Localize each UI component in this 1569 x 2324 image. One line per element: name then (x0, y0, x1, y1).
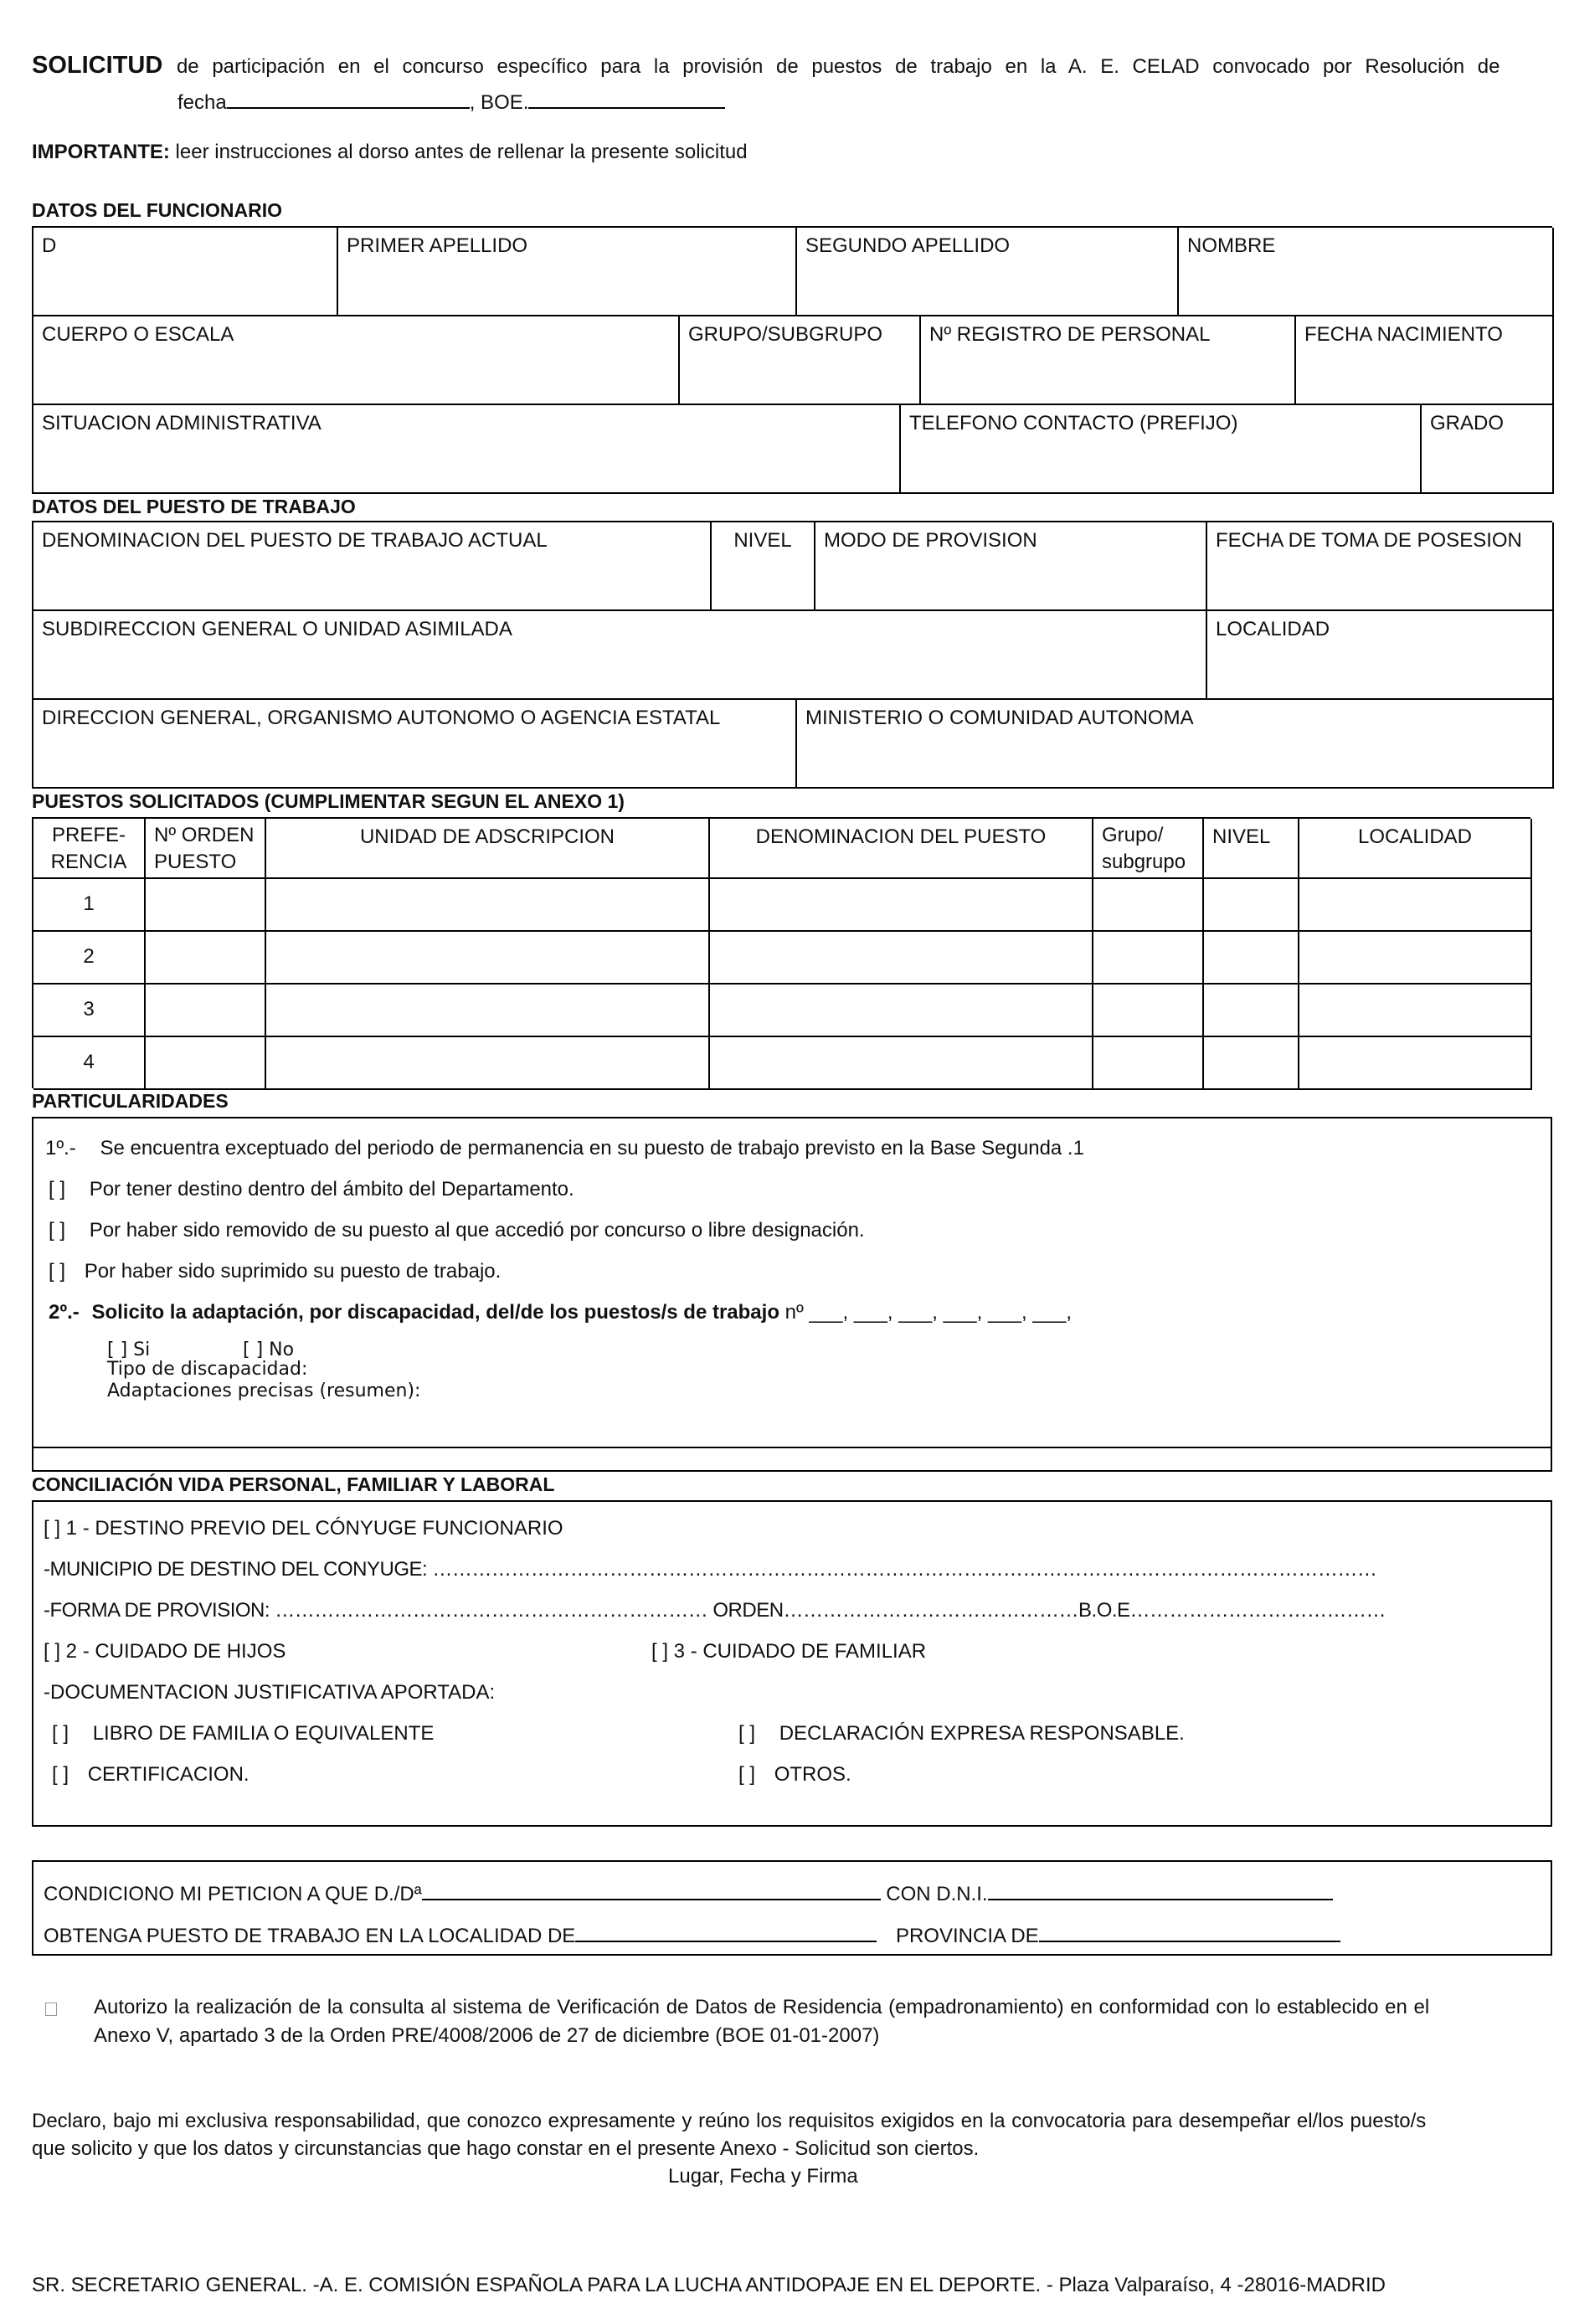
fecha-line (177, 85, 725, 115)
particularidad-removido-text: Por haber sido removido de su puesto al que accedió por concurso o libre designación. (89, 1219, 865, 1242)
row-preferencia-label: 3 (83, 998, 95, 1021)
field-fecha-nacimiento[interactable] (1296, 316, 1554, 405)
label-segundo-apellido: SEGUNDO APELLIDO (805, 234, 1011, 257)
particularidad-opt-destino[interactable] (49, 1178, 574, 1201)
doc-certificacion-text: CERTIFICACION. (87, 1763, 249, 1786)
doc-libro-familia-text: LIBRO DE FAMILIA O EQUIVALENTE (92, 1722, 435, 1745)
field-situacion[interactable] (33, 405, 901, 494)
header-preferencia-l1: PREFE- (51, 824, 126, 846)
field-nivel[interactable] (712, 522, 815, 611)
label-nivel: NIVEL (733, 529, 792, 552)
fecha-label: fecha (177, 91, 227, 114)
row-preferencia-label: 2 (83, 945, 95, 968)
checkbox-suprimido[interactable]: [ ] (49, 1260, 66, 1283)
row-preferencia (33, 1037, 146, 1090)
importante-text: leer instrucciones al dorso antes de rellenar la presente solicitud (169, 141, 748, 163)
particularidad-destino-text: Por tener destino dentro del ámbito del Departamento. (89, 1178, 574, 1201)
discapacidad-si[interactable] (107, 1339, 150, 1360)
row-unidad-input[interactable] (266, 932, 710, 985)
header-preferencia (33, 819, 146, 879)
row-denominacion-input[interactable] (710, 879, 1093, 932)
row-unidad-input[interactable] (266, 1037, 710, 1090)
row-nivel-input[interactable] (1204, 932, 1299, 985)
row-unidad-input[interactable] (266, 985, 710, 1037)
field-grado[interactable] (1422, 405, 1554, 494)
header-nivel (1204, 819, 1299, 879)
label-denominacion-actual: DENOMINACION DEL PUESTO DE TRABAJO ACTUAL (42, 529, 548, 552)
doc-otros-text: OTROS. (774, 1763, 851, 1786)
field-telefono[interactable] (901, 405, 1422, 494)
label-grado: GRADO (1430, 412, 1505, 434)
row-grupo-input[interactable] (1093, 985, 1204, 1037)
conciliacion-cuidado-familiar[interactable]: [ ] 3 - CUIDADO DE FAMILIAR (651, 1640, 927, 1663)
row-grupo-input[interactable] (1093, 1037, 1204, 1090)
label-cuerpo: CUERPO O ESCALA (42, 323, 234, 346)
condiciono-provincia-blank[interactable] (1039, 1919, 1340, 1942)
label-nombre: NOMBRE (1187, 234, 1276, 257)
particularidad-1 (45, 1137, 1084, 1160)
row-grupo-input[interactable] (1093, 879, 1204, 932)
importante-line (32, 141, 748, 164)
particularidad-suprimido-text: Por haber sido suprimido su puesto de trabajo. (84, 1260, 502, 1283)
declaro-line-1: Declaro, bajo mi exclusiva responsabilidad, que conozco expresamente y reúno los requisitos exigidos en la convocatoria para desempeñar el/los puesto/s (32, 2110, 1427, 2132)
header-grupo-l1: Grupo/ (1102, 824, 1164, 846)
field-direccion-general[interactable] (33, 700, 797, 789)
tipo-discapacidad[interactable]: Tipo de discapacidad: (107, 1359, 308, 1380)
doc-libro-familia[interactable] (52, 1722, 434, 1746)
section-datos-funcionario: DATOS DEL FUNCIONARIO (32, 199, 283, 221)
row-grupo-input[interactable] (1093, 932, 1204, 985)
condiciono-provincia-label: PROVINCIA DE (895, 1925, 1039, 1947)
row-preferencia-label: 4 (83, 1051, 95, 1073)
header-nivel-label: NIVEL (1212, 825, 1271, 848)
checkbox-otros[interactable]: [ ] (738, 1763, 756, 1786)
field-nombre[interactable] (1179, 228, 1554, 316)
checkbox-removido[interactable]: [ ] (49, 1219, 66, 1242)
label-direccion-general: DIRECCION GENERAL, ORGANISMO AUTONOMO O AGENCIA ESTATAL (42, 707, 721, 729)
doc-otros[interactable] (738, 1763, 851, 1787)
condiciono-dni-label: CON D.N.I. (880, 1883, 988, 1905)
header-orden (146, 819, 266, 879)
boe-blank[interactable] (528, 85, 725, 109)
checkbox-certificacion[interactable]: [ ] (52, 1763, 69, 1786)
datos-puesto-table (32, 521, 1552, 789)
label-grupo: GRUPO/SUBGRUPO (688, 323, 883, 346)
field-subdireccion[interactable] (33, 611, 1207, 700)
condiciono-localidad-blank[interactable] (575, 1919, 877, 1942)
conciliacion-municipio[interactable]: -MUNICIPIO DE DESTINO DEL CONYUGE: ……………………………………………………………………………………………………………………………… (44, 1558, 1377, 1581)
particularidad-1-text: Se encuentra exceptuado del periodo de permanencia en su puesto de trabajo previsto en la Base Segunda .1 (100, 1137, 1084, 1159)
field-grupo[interactable] (680, 316, 921, 405)
row-nivel-input[interactable] (1204, 985, 1299, 1037)
importante-label: IMPORTANTE: (32, 141, 170, 163)
row-orden-input[interactable] (146, 985, 266, 1037)
header-localidad-label: LOCALIDAD (1357, 825, 1473, 848)
row-orden-input[interactable] (146, 932, 266, 985)
form-title-text: de participación en el concurso específico para la provisión de puestos de trabajo en la A. E. CELAD convocado por Resolución de (176, 55, 1500, 78)
row-preferencia (33, 985, 146, 1037)
autorizo-checkbox[interactable] (45, 2003, 57, 2016)
section-conciliacion: CONCILIACIÓN VIDA PERSONAL, FAMILIAR Y LABORAL (32, 1473, 555, 1495)
field-ministerio[interactable] (797, 700, 1554, 789)
field-segundo-apellido[interactable] (797, 228, 1179, 316)
field-cuerpo[interactable] (33, 316, 680, 405)
doc-declaracion-text: DECLARACIÓN EXPRESA RESPONSABLE. (779, 1722, 1185, 1745)
form-title: SOLICITUD (32, 52, 163, 79)
section-datos-puesto: DATOS DEL PUESTO DE TRABAJO (32, 496, 356, 517)
particularidades-box (32, 1117, 1552, 1472)
conciliacion-forma-provision[interactable]: -FORMA DE PROVISION: ………………………………………………………… ORDEN………………………………………B.O.E………………………………… (44, 1599, 1386, 1622)
autorizo-line-2: Anexo V, apartado 3 de la Orden PRE/4008/2006 de 27 de diciembre (BOE 01-01-2007) (94, 2024, 880, 2047)
row-unidad-input[interactable] (266, 879, 710, 932)
table-row (33, 932, 1532, 985)
row-orden-input[interactable] (146, 1037, 266, 1090)
row-nivel-input[interactable] (1204, 879, 1299, 932)
particularidad-opt-removido[interactable] (49, 1219, 865, 1242)
puestos-table (32, 817, 1530, 1088)
condiciono-dni-blank[interactable] (988, 1877, 1333, 1900)
field-denominacion-actual[interactable] (33, 522, 712, 611)
row-localidad-input[interactable] (1299, 1037, 1532, 1090)
header-unidad (266, 819, 710, 879)
header-unidad-label: UNIDAD DE ADSCRIPCION (359, 825, 615, 848)
autorizo-line-1: Autorizo la realización de la consulta al sistema de Verificación de Datos de Residencia (empadronamiento) en conformidad con lo establecido en el (94, 1996, 1430, 2018)
label-ministerio: MINISTERIO O COMUNIDAD AUTONOMA (805, 707, 1194, 729)
label-primer-apellido: PRIMER APELLIDO (347, 234, 528, 257)
row-localidad-input[interactable] (1299, 985, 1532, 1037)
row-denominacion-input[interactable] (710, 985, 1093, 1037)
particularidad-2 (49, 1301, 1072, 1324)
label-fecha-toma: FECHA DE TOMA DE POSESION (1216, 529, 1522, 552)
table-row (33, 1037, 1532, 1090)
table-row (33, 879, 1532, 932)
header-grupo-l2: subgrupo (1102, 851, 1186, 873)
row-preferencia (33, 932, 146, 985)
label-fecha-nacimiento: FECHA NACIMIENTO (1304, 323, 1503, 346)
particularidad-opt-suprimido[interactable] (49, 1260, 501, 1283)
conciliacion-cuidado-hijos[interactable]: [ ] 2 - CUIDADO DE HIJOS (44, 1640, 286, 1663)
condiciono-localidad-label: OBTENGA PUESTO DE TRABAJO EN LA LOCALIDAD DE (44, 1925, 576, 1947)
row-localidad-input[interactable] (1299, 879, 1532, 932)
particularidad-2-puestos[interactable]: nº ___, ___, ___, ___, ___, ___, (779, 1301, 1073, 1324)
label-localidad: LOCALIDAD (1216, 618, 1330, 640)
conciliacion-documentacion: -DOCUMENTACION JUSTIFICATIVA APORTADA: (44, 1681, 496, 1704)
field-fecha-toma[interactable] (1207, 522, 1554, 611)
row-denominacion-input[interactable] (710, 1037, 1093, 1090)
particularidad-2-text: Solicito la adaptación, por discapacidad, del/de los puestos/s de trabajo (91, 1301, 779, 1324)
adaptaciones-precisas[interactable]: Adaptaciones precisas (resumen): (107, 1381, 421, 1401)
label-subdireccion: SUBDIRECCION GENERAL O UNIDAD ASIMILADA (42, 618, 512, 640)
particularidad-2-num: 2º.- (49, 1301, 80, 1324)
boe-label: , BOE. (469, 91, 529, 114)
label-d: D (42, 234, 57, 257)
condiciono-line-2 (44, 1919, 1340, 1948)
table-row (33, 985, 1532, 1037)
condiciono-line-1 (44, 1877, 1333, 1906)
field-registro[interactable] (921, 316, 1296, 405)
header-localidad (1299, 819, 1532, 879)
condiciono-label: CONDICIONO MI PETICION A QUE D./Dª (44, 1883, 422, 1905)
section-particularidades: PARTICULARIDADES (32, 1090, 229, 1112)
form-title-line (32, 52, 1539, 80)
doc-declaracion[interactable] (738, 1722, 1185, 1746)
label-modo-provision: MODO DE PROVISION (824, 529, 1037, 552)
header-orden-l2: PUESTO (154, 851, 237, 873)
field-primer-apellido[interactable] (338, 228, 797, 316)
label-telefono: TELEFONO CONTACTO (PREFIJO) (909, 412, 1238, 434)
row-orden-input[interactable] (146, 879, 266, 932)
checkbox-no[interactable]: [ ] No (243, 1339, 295, 1360)
lugar-fecha-firma[interactable]: Lugar, Fecha y Firma (668, 2165, 858, 2188)
declaro-line-2: que solicito y que los datos y circunstancias que hago constar en el presente Anexo - Solicitud son ciertos. (32, 2137, 980, 2160)
field-localidad[interactable] (1207, 611, 1554, 700)
header-denominacion-label: DENOMINACION DEL PUESTO (755, 825, 1047, 848)
datos-funcionario-table (32, 226, 1552, 494)
doc-certificacion[interactable] (52, 1763, 249, 1787)
checkbox-si[interactable]: [ ] Si (107, 1339, 151, 1360)
section-puestos-solicitados: PUESTOS SOLICITADOS (CUMPLIMENTAR SEGUN EL ANEXO 1) (32, 790, 625, 812)
discapacidad-no[interactable] (243, 1339, 294, 1360)
header-orden-l1: Nº ORDEN (154, 824, 255, 846)
particularidades-divider (33, 1447, 1551, 1448)
row-preferencia-label: 1 (83, 892, 95, 915)
conciliacion-conyuge[interactable]: [ ] 1 - DESTINO PREVIO DEL CÓNYUGE FUNCIONARIO (44, 1517, 563, 1540)
field-d[interactable] (33, 228, 338, 316)
footer-address: SR. SECRETARIO GENERAL. -A. E. COMISIÓN ESPAÑOLA PARA LA LUCHA ANTIDOPAJE EN EL DEPORTE. - Plaza Valparaíso, 4 -28016-MADRID (32, 2274, 1386, 2296)
row-nivel-input[interactable] (1204, 1037, 1299, 1090)
header-preferencia-l2: RENCIA (50, 851, 127, 873)
checkbox-libro-familia[interactable]: [ ] (52, 1722, 69, 1745)
condiciono-nombre-blank[interactable] (422, 1877, 881, 1900)
checkbox-destino[interactable]: [ ] (49, 1178, 66, 1201)
header-denominacion (710, 819, 1093, 879)
header-grupo (1093, 819, 1204, 879)
label-registro: Nº REGISTRO DE PERSONAL (929, 323, 1211, 346)
checkbox-declaracion[interactable]: [ ] (738, 1722, 756, 1745)
particularidad-1-num: 1º.- (45, 1137, 76, 1159)
field-modo-provision[interactable] (815, 522, 1207, 611)
row-localidad-input[interactable] (1299, 932, 1532, 985)
row-denominacion-input[interactable] (710, 932, 1093, 985)
fecha-blank[interactable] (227, 85, 470, 109)
label-situacion: SITUACION ADMINISTRATIVA (42, 412, 322, 434)
row-preferencia (33, 879, 146, 932)
